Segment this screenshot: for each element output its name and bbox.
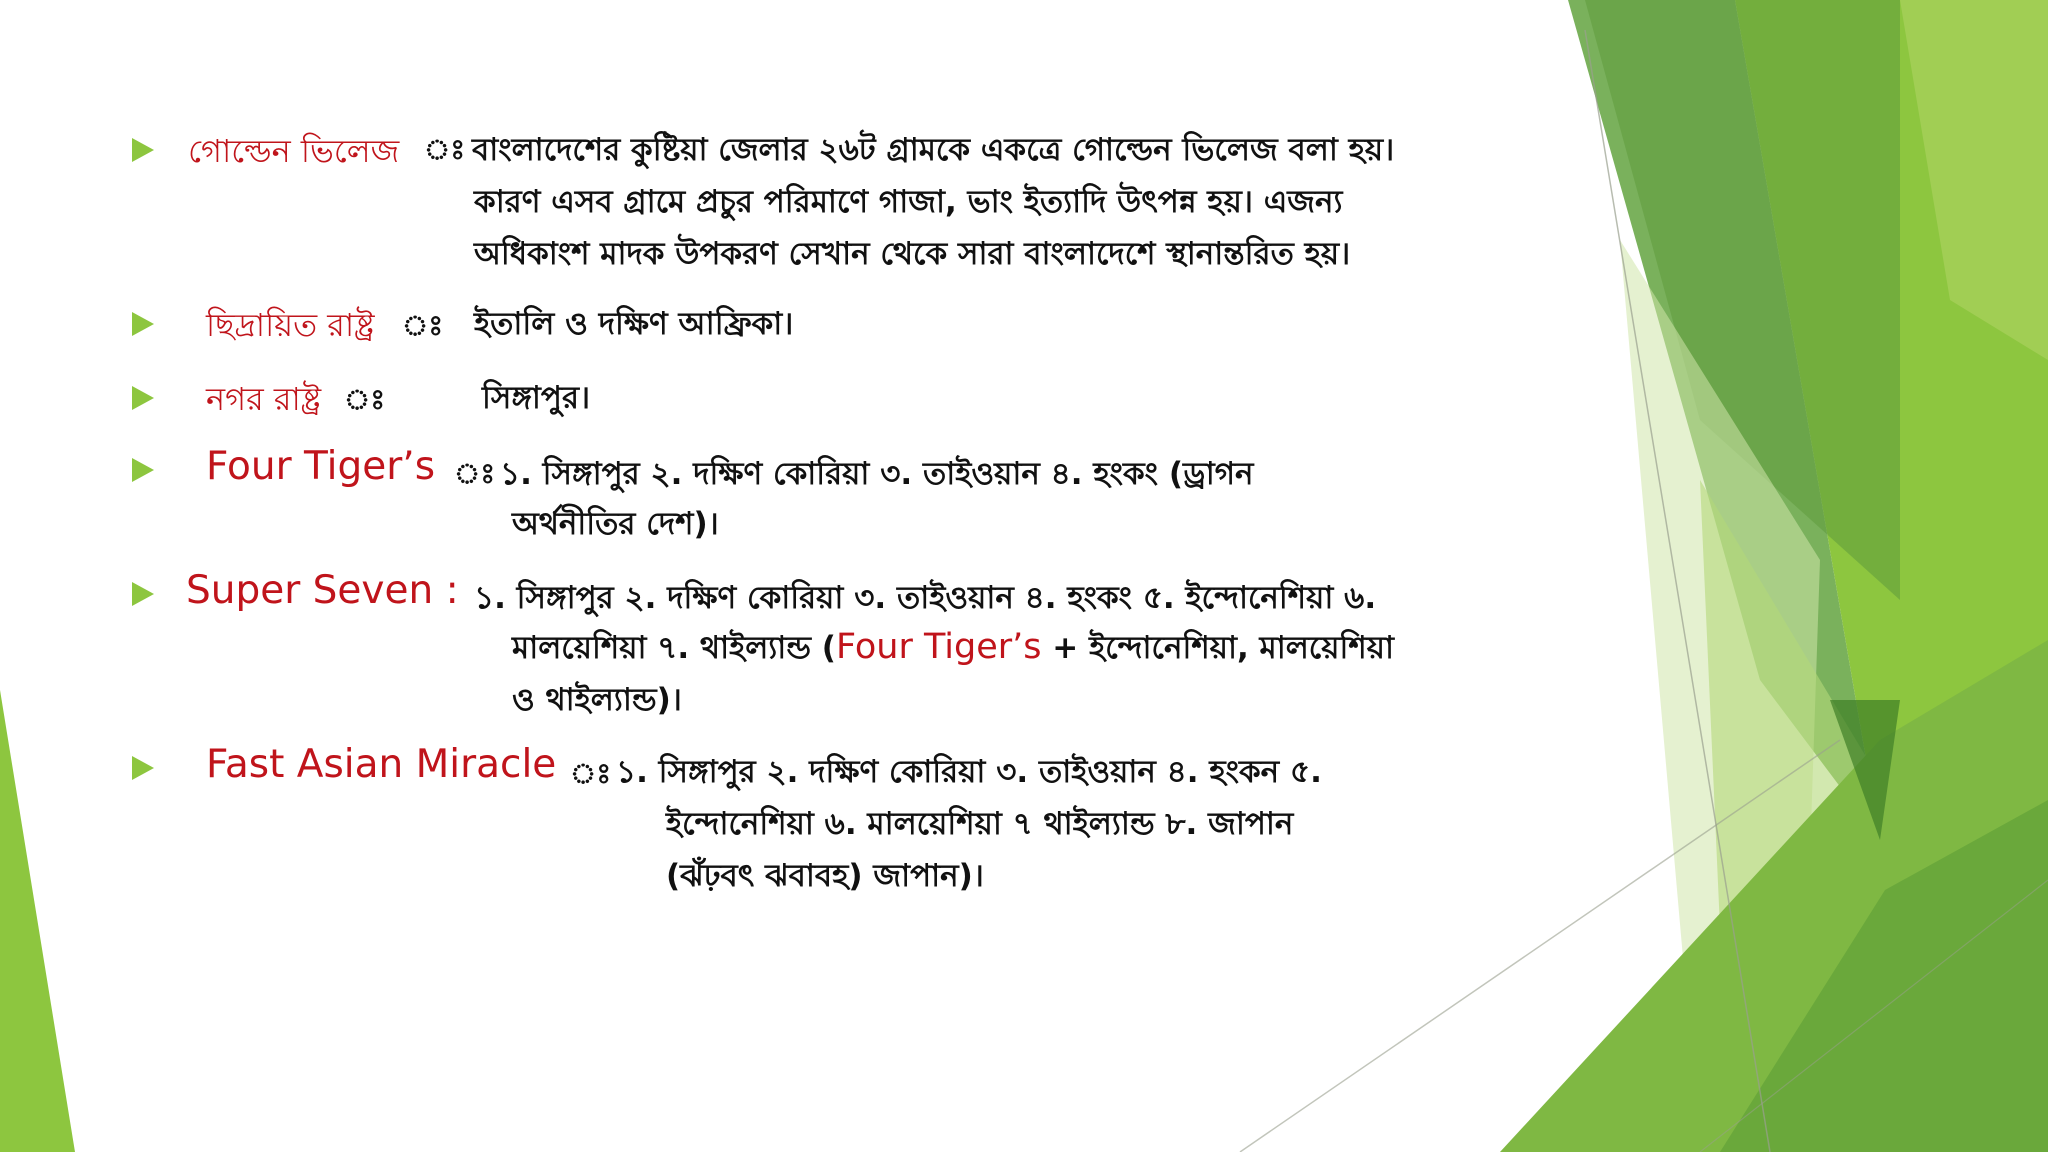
bullet-icon (132, 458, 154, 482)
definition-line: (ঝঁঢ়বৎ ঝবাবহ) জাপান)। (666, 858, 984, 894)
term-perforated-state: ছিদ্রায়িত রাষ্ট্র (206, 306, 375, 344)
separator: ঃ (402, 309, 444, 342)
term-city-state: নগর রাষ্ট্র (206, 380, 322, 418)
definition-text: মালয়েশিয়া ৭. থাইল্যান্ড ( (512, 630, 836, 666)
term-fast-asian-miracle: Fast Asian Miracle (206, 742, 557, 787)
definition-line: বাংলাদেশের কুষ্টিয়া জেলার ২৬ট গ্রামকে একত্রে গোল্ডেন ভিলেজ বলা হয়। (472, 132, 1395, 168)
separator: ঃ (344, 383, 386, 416)
definition-line: ১. সিঙ্গাপুর ২. দক্ষিণ কোরিয়া ৩. তাইওয়ান ৪. হংকং (ড্রাগন (500, 456, 1254, 492)
separator: ঃ (424, 133, 466, 166)
definition-line: ইন্দোনেশিয়া ৬. মালয়েশিয়া ৭ থাইল্যান্ড ৮. জাপান (666, 806, 1294, 842)
separator: ঃ (454, 457, 496, 490)
definition-line: সিঙ্গাপুর। (482, 380, 591, 416)
definition-line: ১. সিঙ্গাপুর ২. দক্ষিণ কোরিয়া ৩. তাইওয়ান ৪. হংকং ৫. ইন্দোনেশিয়া ৬. (474, 580, 1377, 616)
separator: ঃ (570, 757, 612, 790)
term-golden-village: গোল্ডেন ভিলেজ (188, 132, 400, 170)
definition-line (512, 624, 1394, 676)
bullet-icon (132, 312, 154, 336)
bullet-icon (132, 756, 154, 780)
definition-text: + ইন্দোনেশিয়া, মালয়েশিয়া (1041, 630, 1394, 666)
definition-line: অর্থনীতির দেশ)। (512, 506, 719, 542)
definition-line: ইতালি ও দক্ষিণ আফ্রিকা। (474, 306, 794, 342)
term-four-tigers: Four Tiger’s (206, 444, 436, 489)
bullet-icon (132, 386, 154, 410)
bullet-icon (132, 138, 154, 162)
definition-line: ১. সিঙ্গাপুর ২. দক্ষিণ কোরিয়া ৩. তাইওয়ান ৪. হংকন ৫. (616, 754, 1322, 790)
definition-line: কারণ এসব গ্রামে প্রচুর পরিমাণে গাজা, ভাং ইত্যাদি উৎপন্ন হয়। এজন্য (474, 184, 1343, 220)
definition-line: অধিকাংশ মাদক উপকরণ সেখান থেকে সারা বাংলাদেশে স্থানান্তরিত হয়। (474, 236, 1351, 272)
term-super-seven: Super Seven : (186, 568, 459, 613)
bullet-icon (132, 582, 154, 606)
inline-term-four-tigers: Four Tiger’s (835, 627, 1042, 667)
definition-line: ও থাইল্যান্ড)। (512, 682, 682, 718)
